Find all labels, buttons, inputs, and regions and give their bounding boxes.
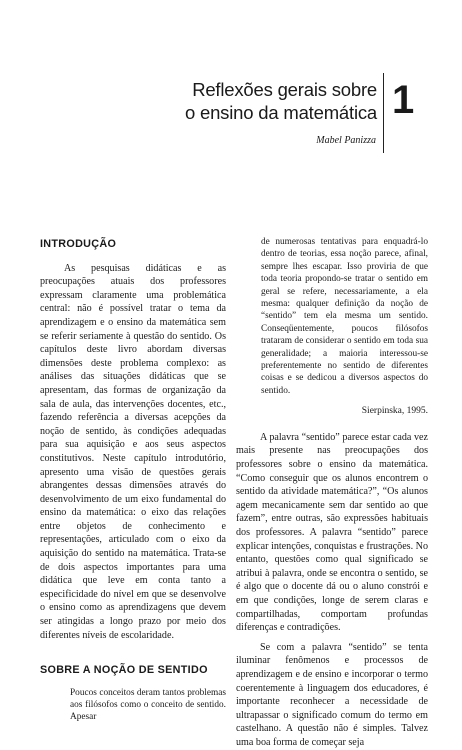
sentido-paragraph-1: A palavra “sentido” parece estar cada vez mais presente nas preocupações dos professores sobre o ensino da matemática. “Como conseguir que os alunos encontrem o sentido da atividade matemática?”, “Os alunos agem mecanicamente sem dar sentido ao que fazem”, entre outras, são expressões habituais dos professores. A palavra “sentido” parece explicar intenções, conquistas e frustrações. No entanto, questões como qual significado se atribui à palavra, onde se encontra o sentido, se é algo que o docente dá ou o aluno constrói e em que condições, longe de serem claras e compartilhadas, comportam profundas diferenças e contradições.: [236, 431, 428, 634]
title-divider: [383, 73, 384, 153]
chapter-title: [185, 78, 377, 124]
chapter-title-line1: Reflexões gerais sobre: [192, 79, 377, 100]
right-column: [236, 236, 428, 750]
section-heading-introducao: INTRODUÇÃO: [40, 238, 117, 250]
author-name: Mabel Panizza: [316, 135, 376, 146]
epigraph-quote-start: Poucos conceitos deram tantos problemas aos filósofos como o conceito de sentido. Apesar: [70, 687, 226, 723]
epigraph-source: Sierpinska, 1995.: [361, 406, 428, 417]
chapter-number: 1: [392, 78, 415, 122]
left-column: [40, 238, 226, 723]
intro-paragraph: As pesquisas didáticas e as preocupações atuais dos professores expressam claramente uma problemática central: não é possível tratar o tema da aprendizagem e o ensino da matemática sem se referir seriamente à questão do sentido. Os capítulos deste livro abordam diversas dimensões deste problema complexo: as análises das situações didáticas que se apresentam, das formas de organização da sala de aula, das intervenções docentes, etc., fazendo referência a diversas acepções da noção de sentido, às condições adequadas para sua aquisição e aos seus aspectos constitutivos. Neste capítulo introdutório, apresento uma visão de questões gerais abrangentes dessas dimensões através do desenvolvimento de um eixo fundamental do ensino da matemática: o eixo das relações entre objetos de conhecimento e representações, articulado com o eixo da aquisição do sentido na matemática. Trata-se de dois aspectos importantes para uma didática que leve em conta tanto a especificidade do nível em que se desenvolve o ensino como as aprendizagens que devem ser atingidas a longo prazo por meio dos diferentes níveis de escolaridade.: [40, 262, 226, 641]
sentido-paragraph-2: Se com a palavra “sentido” se tenta iluminar fenômenos e processos de aprendizagem e de ensino e incorporar o termo coerentemente à linguagem dos educadores, é importante reconhecer a necessidade de ultrapassar o significado comum do termo em castelhano. A questão não é simples. Talvez uma boa forma de começar seja: [236, 641, 428, 748]
epigraph-quote-continuation: de numerosas tentativas para enquadrá-lo dentro de teorias, essa noção parece, afinal, sempre lhes escapar. Isso proviria de que toda teoria propondo-se tratar o sentido em geral se refere, necessariamente, a ela mesma: qualquer definição da noção de “sentido” tem ela mesma um sentido. Conseqüentemente, poucos filósofos trataram de considerar o sentido em toda sua generalidade; a maioria interessou-se preferentemente no sentido de diferentes coisas e se dedicou a diversos aspectos do sentido.: [261, 237, 428, 396]
section-heading-nocao-de-sentido: SOBRE A NOÇÃO DE SENTIDO: [40, 664, 208, 677]
chapter-title-line2: o ensino da matemática: [184, 102, 377, 123]
